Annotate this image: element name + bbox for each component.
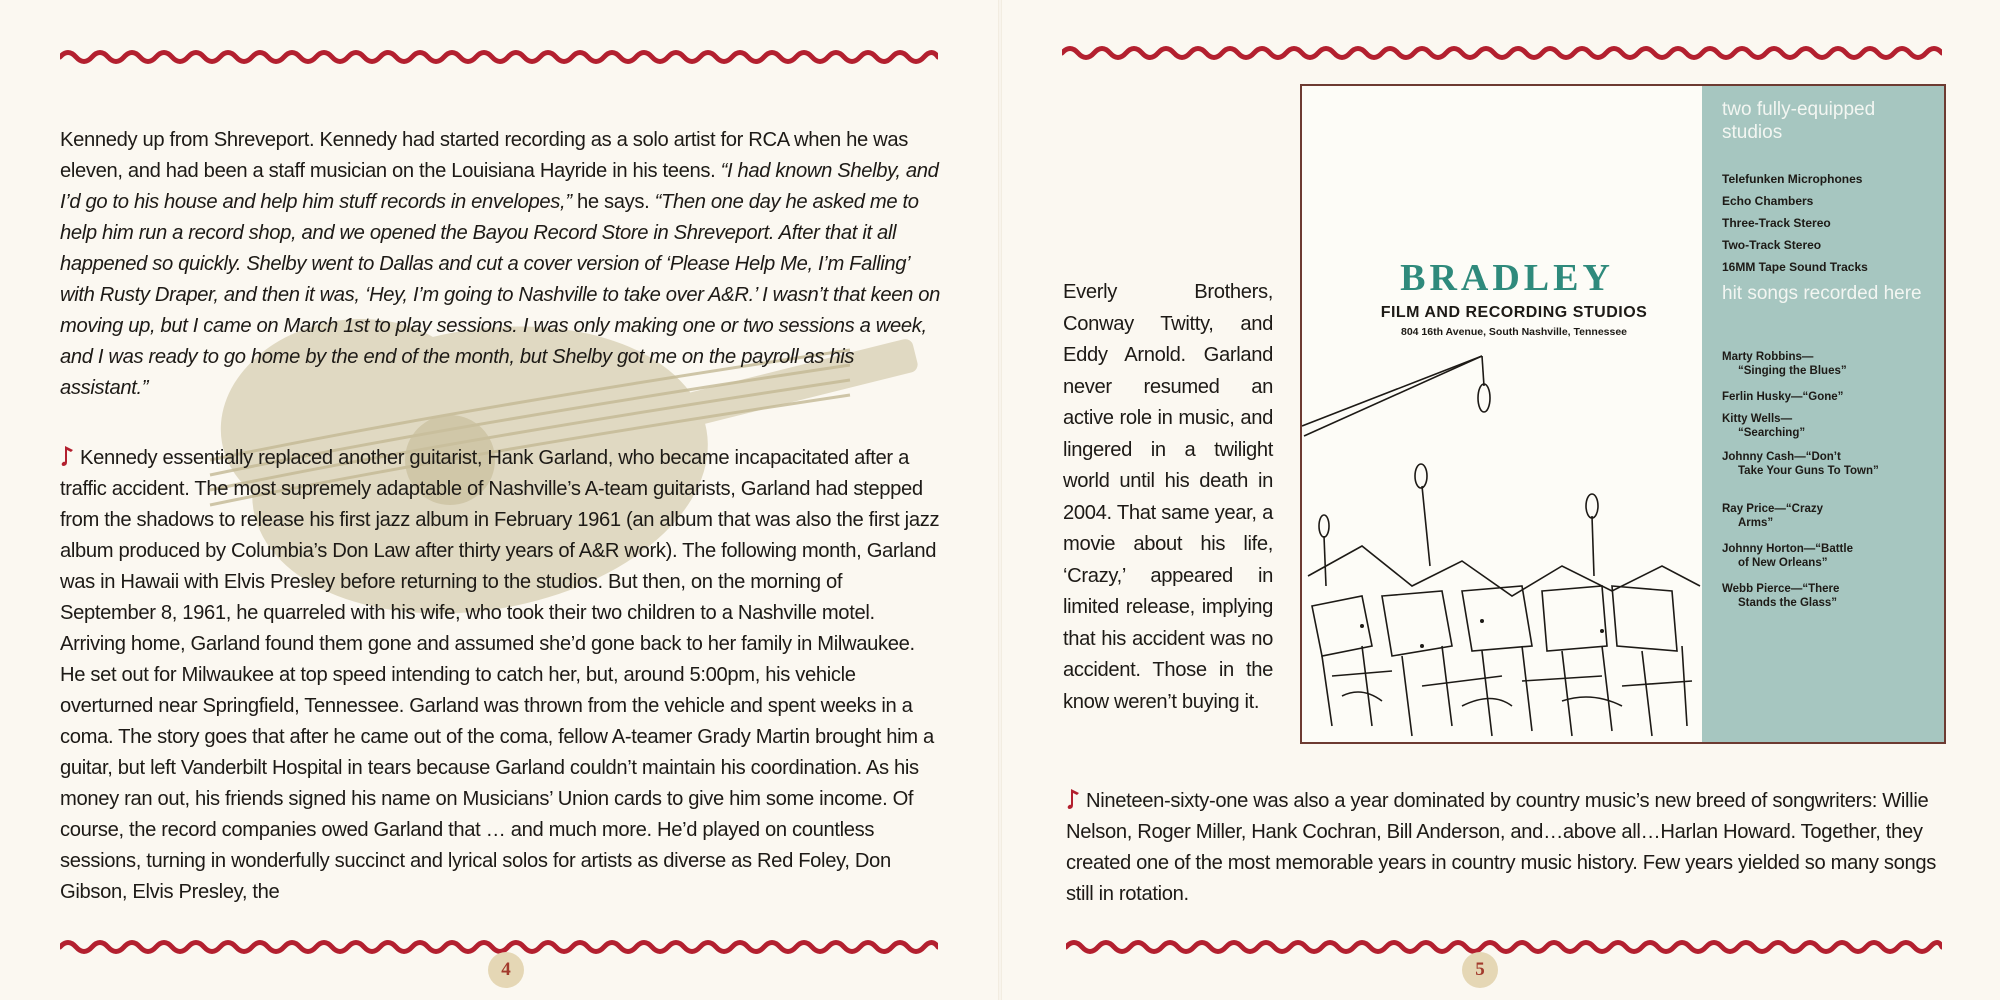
body-paragraph-1 bbox=[60, 125, 940, 404]
paragraph-bottom-text: Nineteen-sixty-one was also a year dominated by country music’s new breed of songwriters: Willie Nelson, Roger Miller, Hank Cochran, Bill Anderson, and…above all…Harlan Howard. Together, they created one of the most memorable years in country music history. Few years yielded so many songs still in rotation. bbox=[1066, 790, 1937, 905]
right-page bbox=[1000, 0, 2000, 1000]
ad-hit-item: Kitty Wells— “Searching” bbox=[1722, 413, 1806, 439]
ad-feature: Two-Track Stereo bbox=[1722, 238, 1822, 252]
paragraph-middle: he says. bbox=[571, 191, 655, 213]
ad-hit-item: Johnny Cash—“Don’t Take Your Guns To Town” bbox=[1722, 451, 1879, 477]
ad-feature: Telefunken Microphones bbox=[1722, 172, 1863, 186]
quote-1: “I had known Shelby, and I’d go to his house and help him stuff records in envelopes,” bbox=[60, 160, 939, 213]
ad-address: 804 16th Avenue, South Nashville, Tennessee bbox=[1400, 326, 1628, 338]
quote-2: “Then one day he asked me to help him run a record shop, and we opened the Bayou Record Store in Shreveport. After that it all happened so quickly. Shelby went to Dallas and cut a cover version of ‘Please Help Me, I’m Falling’ with Rusty Draper, and then it was, ‘Hey, I’m going to Nashville to take over A&R.’ I wasn’t that keen on moving up, but I came on March 1st to play sessions. I was only making one or two sessions a week, and I was ready to go home by the end of the month, but Shelby got me on the payroll as his assistant.” bbox=[60, 191, 940, 399]
ad-feature: Echo Chambers bbox=[1722, 194, 1814, 208]
bradley-studio-ad bbox=[1300, 84, 1946, 744]
paragraph-2-text: Kennedy essentially replaced another guitarist, Hank Garland, who became incapacitated after a traffic accident. The most supremely adaptable of Nashville’s A-team guitarists, Garland had stepped from the shadows to release his first jazz album in February 1961 (an album that was also the first jazz album produced by Columbia’s Don Law after thirty years of A&R work). The following month, Garland was in Hawaii with Elvis Presley before returning to the studios. But then, on the morning of September 8, 1961, he quarreled with his wife, who took their two children to a Nashville motel. Arriving home, Garland found them gone and assumed she’d gone back to her family in Milwaukee. He set out for Milwaukee at top speed intending to catch her, but, around 5:00pm, his vehicle overturned near Springfield, Tennessee. Garland was thrown from the vehicle and spent weeks in a coma. The story goes that after he came out of the coma, fellow A-teamer Grady Martin brought him a guitar, but left Vanderbilt Hospital in tears because Garland couldn’t maintain his coordination. As his money ran out, his friends signed his name on Musicians’ Union cards to give him some income. Of course, the record companies owed Garland that … and much more. He’d played on countless sessions, turning in wonderfully succinct and lyrical solos for artists as diverse as Red Foley, Don Gibson, Elvis Presley, the bbox=[60, 447, 940, 903]
ad-heading-hits: hit songs recorded here bbox=[1722, 283, 1922, 304]
ad-hit-item: Webb Pierce—“There Stands the Glass” bbox=[1722, 583, 1840, 609]
ad-hit-item: Marty Robbins— “Singing the Blues” bbox=[1722, 351, 1847, 377]
ad-brand: BRADLEY bbox=[1400, 257, 1614, 299]
page-number-right: 5 bbox=[1462, 952, 1498, 988]
page-number-left: 4 bbox=[488, 952, 524, 988]
ad-feature: 16MM Tape Sound Tracks bbox=[1722, 260, 1868, 274]
ad-sidebar bbox=[1702, 86, 1944, 742]
ad-hit-item: Ray Price—“Crazy Arms” bbox=[1722, 503, 1823, 529]
top-wave-divider bbox=[60, 46, 938, 68]
ad-hit-item: Ferlin Husky—“Gone” bbox=[1722, 391, 1844, 403]
ad-hit-item: Johnny Horton—“Battle of New Orleans” bbox=[1722, 543, 1853, 569]
column-text: Everly Brothers, Conway Twitty, and Eddy Arnold. Garland never resumed an active role in music, and lingered in a twilight world until his death in 2004. That same year, a movie about his life, ‘Crazy,’ appeared in limited release, implying that his accident was no accident. Those in the know weren’t buying it. bbox=[1063, 281, 1273, 713]
music-note-icon bbox=[1066, 787, 1082, 811]
ad-feature: Three-Track Stereo bbox=[1722, 216, 1831, 230]
paragraph-lead: Kennedy up from Shreveport. Kennedy had started recording as a solo artist for RCA when he was eleven, and had been a staff musician on the Louisiana Hayride in his teens. bbox=[60, 129, 908, 182]
bottom-wave-divider-right bbox=[1066, 936, 1942, 958]
music-note-icon bbox=[60, 444, 76, 468]
ad-heading-studios: two fully-equipped studios bbox=[1722, 99, 1876, 143]
top-wave-divider-right bbox=[1062, 42, 1942, 64]
body-paragraph-bottom bbox=[1066, 786, 1946, 910]
studio-illustration bbox=[1302, 346, 1702, 742]
body-paragraph-2 bbox=[60, 443, 940, 908]
ad-subtitle: FILM AND RECORDING STUDIOS bbox=[1380, 304, 1648, 321]
